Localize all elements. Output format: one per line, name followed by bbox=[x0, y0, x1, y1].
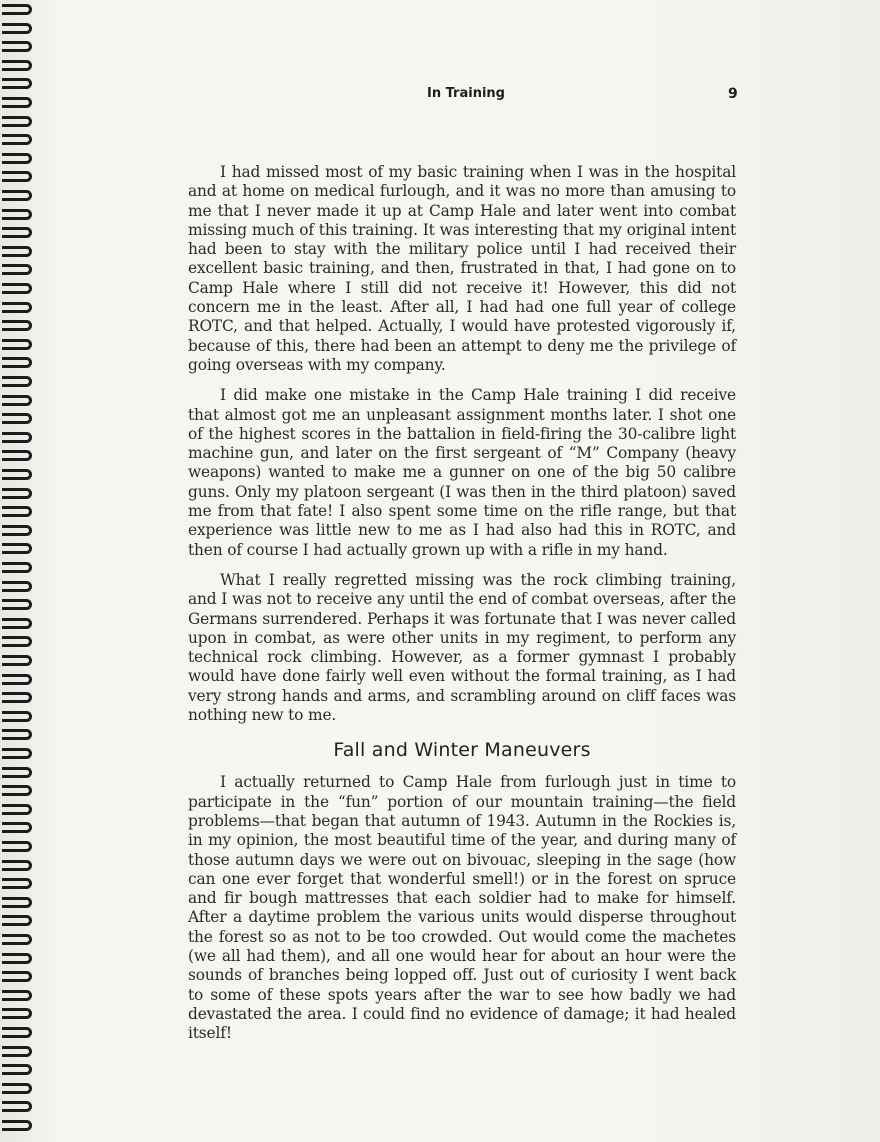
spiral-coil bbox=[2, 246, 32, 257]
spiral-coil bbox=[2, 190, 32, 201]
spiral-coil bbox=[2, 134, 32, 145]
spiral-coil bbox=[2, 376, 32, 387]
spiral-coil bbox=[2, 636, 32, 647]
spiral-coil bbox=[2, 860, 32, 871]
spiral-coil bbox=[2, 227, 32, 238]
spiral-coil bbox=[2, 209, 32, 220]
paragraph: I did make one mistake in the Camp Hale training I did receive that almost got me an unpleasant assignment months later. I shot one of the highest scores in the battalion in field-firing the 30-calibre light machine gun, and later on the first sergeant of “M” Company (heavy weapons) wanted to make me a gunner on one of the big 50 calibre guns. Only my platoon sergeant (I was then in the third platoon) saved me from that fate! I also spent some time on the rifle range, but that experience was little new to me as I had also had this in ROTC, and then of course I had actually grown up with a rifle in my hand. bbox=[188, 386, 736, 559]
spiral-coil bbox=[2, 804, 32, 815]
spiral-coil bbox=[2, 767, 32, 778]
spiral-coil bbox=[2, 934, 32, 945]
spiral-coil bbox=[2, 841, 32, 852]
spiral-coil bbox=[2, 469, 32, 480]
spiral-coil bbox=[2, 692, 32, 703]
spiral-coil bbox=[2, 1083, 32, 1094]
spiral-coil bbox=[2, 264, 32, 275]
spiral-coil bbox=[2, 357, 32, 368]
paragraph: I actually returned to Camp Hale from furlough just in time to participate in the “fun” portion of our mountain training—the field problems—that began that autumn of 1943. Autumn in the Rockies is, in my opinion, the most beautiful time of the year, and during many of those autumn days we were out on bivouac, sleeping in the sage (how can one ever forget that wonderful smell!) or in the forest on spruce and fir bough mattresses that each soldier had to make for himself. After a daytime problem the various units would disperse throughout the forest so as not to be too crowded. Out would come the machetes (we all had them), and all one would hear for about an hour were the sounds of branches being lopped off. Just out of curiosity I went back to some of these spots years after the war to see how badly we had devastated the area. I could find no evidence of damage; it had healed itself! bbox=[188, 773, 736, 1043]
spiral-coil bbox=[2, 413, 32, 424]
body-text bbox=[188, 163, 736, 1054]
spiral-coil bbox=[2, 915, 32, 926]
spiral-coil bbox=[2, 822, 32, 833]
spiral-coil bbox=[2, 674, 32, 685]
spiral-coil bbox=[2, 4, 32, 15]
spiral-coil bbox=[2, 748, 32, 759]
spiral-coil bbox=[2, 878, 32, 889]
spiral-coil bbox=[2, 339, 32, 350]
spiral-coil bbox=[2, 543, 32, 554]
spiral-coil bbox=[2, 897, 32, 908]
spiral-coil bbox=[2, 302, 32, 313]
spiral-coil bbox=[2, 618, 32, 629]
spiral-coil bbox=[2, 23, 32, 34]
spiral-coil bbox=[2, 171, 32, 182]
spiral-coil bbox=[2, 785, 32, 796]
page-header bbox=[0, 86, 880, 106]
spiral-coil bbox=[2, 320, 32, 331]
spiral-coil bbox=[2, 116, 32, 127]
spiral-coil bbox=[2, 450, 32, 461]
spiral-coil bbox=[2, 581, 32, 592]
spiral-coil bbox=[2, 283, 32, 294]
running-head: In Training bbox=[427, 86, 505, 101]
spiral-coil bbox=[2, 525, 32, 536]
spiral-coil bbox=[2, 1008, 32, 1019]
spiral-coil bbox=[2, 711, 32, 722]
spiral-coil bbox=[2, 41, 32, 52]
spiral-coil bbox=[2, 506, 32, 517]
spiral-coil bbox=[2, 729, 32, 740]
spiral-coil bbox=[2, 562, 32, 573]
paragraph: What I really regretted missing was the rock climbing training, and I was not to receive any until the end of combat overseas, after the Germans surrendered. Perhaps it was fortunate that I was never called upon in combat, as were other units in my regiment, to perform any technical rock climbing. However, as a former gymnast I probably would have done fairly well even without the formal training, as I had very strong hands and arms, and scrambling around on cliff faces was nothing new to me. bbox=[188, 570, 736, 725]
paragraph: I had missed most of my basic training when I was in the hospital and at home on medical furlough, and it was no more than amusing to me that I never made it up at Camp Hale and later went into combat missing much of this training. It was interesting that my original intent had been to stay with the military police until I had received their excellent basic training, and then, frustrated in that, I had gone on to Camp Hale where I still did not receive it! However, this did not concern me in the least. After all, I had had one full year of college ROTC, and that helped. Actually, I would have protested vigorously if, because of this, there had been an attempt to deny me the privilege of going overseas with my company. bbox=[188, 163, 736, 374]
spiral-binding bbox=[0, 0, 40, 1142]
spiral-coil bbox=[2, 1120, 32, 1131]
spiral-coil bbox=[2, 395, 32, 406]
spiral-coil bbox=[2, 153, 32, 164]
spiral-coil bbox=[2, 488, 32, 499]
section-heading: Fall and Winter Maneuvers bbox=[333, 739, 591, 762]
spiral-coil bbox=[2, 60, 32, 71]
spiral-coil bbox=[2, 1064, 32, 1075]
spiral-coil bbox=[2, 953, 32, 964]
spiral-coil bbox=[2, 1101, 32, 1112]
spiral-coil bbox=[2, 655, 32, 666]
spiral-coil bbox=[2, 971, 32, 982]
spiral-coil bbox=[2, 990, 32, 1001]
spiral-coil bbox=[2, 1046, 32, 1057]
page-number: 9 bbox=[728, 86, 738, 102]
spiral-coil bbox=[2, 432, 32, 443]
spiral-coil bbox=[2, 599, 32, 610]
spiral-coil bbox=[2, 1027, 32, 1038]
